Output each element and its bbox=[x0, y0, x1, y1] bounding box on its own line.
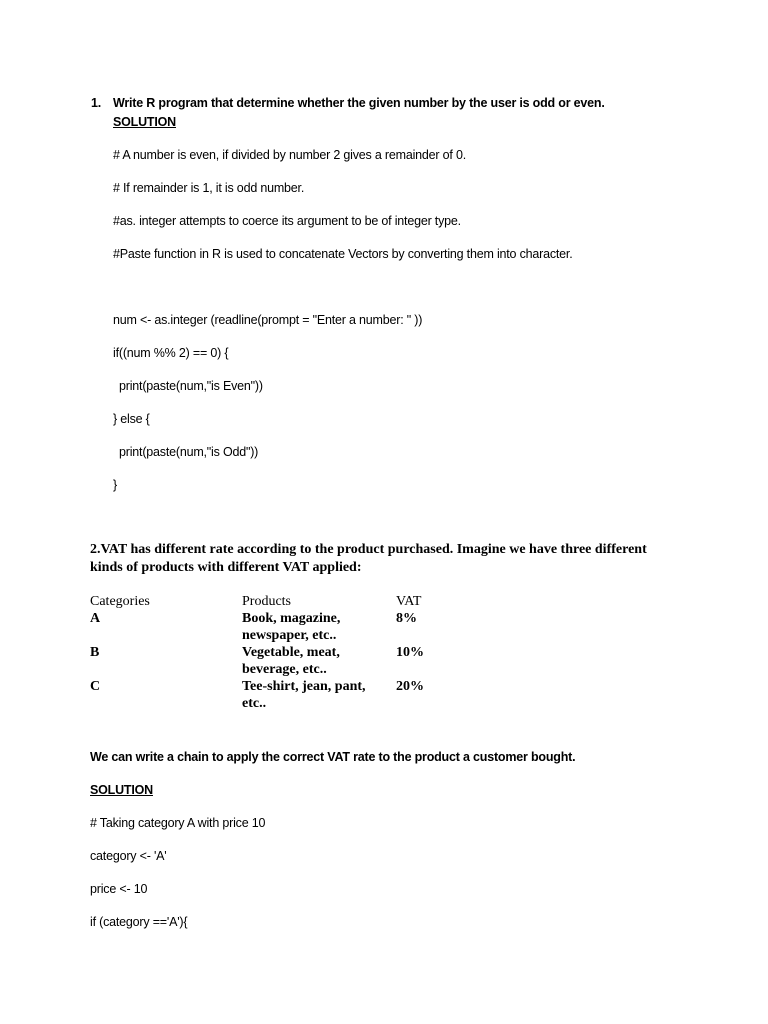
solution-heading: SOLUTION bbox=[90, 783, 153, 797]
code-comment: # Taking category A with price 10 bbox=[90, 816, 266, 830]
table-cell-vat: 20% bbox=[396, 679, 424, 694]
code-line: if((num %% 2) == 0) { bbox=[113, 346, 229, 360]
table-cell-category: B bbox=[90, 645, 100, 660]
code-line: print(paste(num,"is Odd")) bbox=[119, 445, 259, 459]
table-cell-category: A bbox=[90, 611, 101, 626]
code-comment: #Paste function in R is used to concatenate Vectors by converting them into character. bbox=[113, 247, 573, 261]
solution-heading: SOLUTION bbox=[113, 115, 176, 129]
question-number: 1. bbox=[91, 96, 102, 110]
paragraph: We can write a chain to apply the correct VAT rate to the product a customer bought. bbox=[90, 750, 576, 764]
code-line: } bbox=[113, 478, 117, 492]
table-header-products: Products bbox=[242, 594, 291, 609]
code-line: num <- as.integer (readline(prompt = "Enter a number: " )) bbox=[113, 313, 423, 327]
table-cell-products: Tee-shirt, jean, pant, bbox=[242, 679, 366, 694]
table-cell-vat: 10% bbox=[396, 645, 424, 660]
code-comment: # A number is even, if divided by number 2 gives a remainder of 0. bbox=[113, 148, 466, 162]
question-text: 2.VAT has different rate according to the product purchased. Imagine we have three different bbox=[90, 542, 647, 557]
table-cell-products: etc.. bbox=[242, 696, 267, 711]
code-line: price <- 10 bbox=[90, 882, 148, 896]
table-cell-vat: 8% bbox=[396, 611, 417, 626]
question-text: kinds of products with different VAT applied: bbox=[90, 560, 362, 575]
code-line: print(paste(num,"is Even")) bbox=[119, 379, 263, 393]
table-cell-products: Vegetable, meat, bbox=[242, 645, 340, 660]
table-header-categories: Categories bbox=[90, 594, 150, 609]
table-header-vat: VAT bbox=[396, 594, 422, 609]
code-comment: # If remainder is 1, it is odd number. bbox=[113, 181, 305, 195]
code-line: if (category =='A'){ bbox=[90, 915, 188, 929]
table-cell-products: beverage, etc.. bbox=[242, 662, 327, 677]
table-cell-products: Book, magazine, bbox=[242, 611, 341, 626]
question-text: Write R program that determine whether the given number by the user is odd or even. bbox=[113, 96, 605, 110]
code-line: } else { bbox=[113, 412, 150, 426]
table-cell-category: C bbox=[90, 679, 101, 694]
code-comment: #as. integer attempts to coerce its argument to be of integer type. bbox=[113, 214, 461, 228]
code-line: category <- 'A' bbox=[90, 849, 167, 863]
table-cell-products: newspaper, etc.. bbox=[242, 628, 337, 643]
